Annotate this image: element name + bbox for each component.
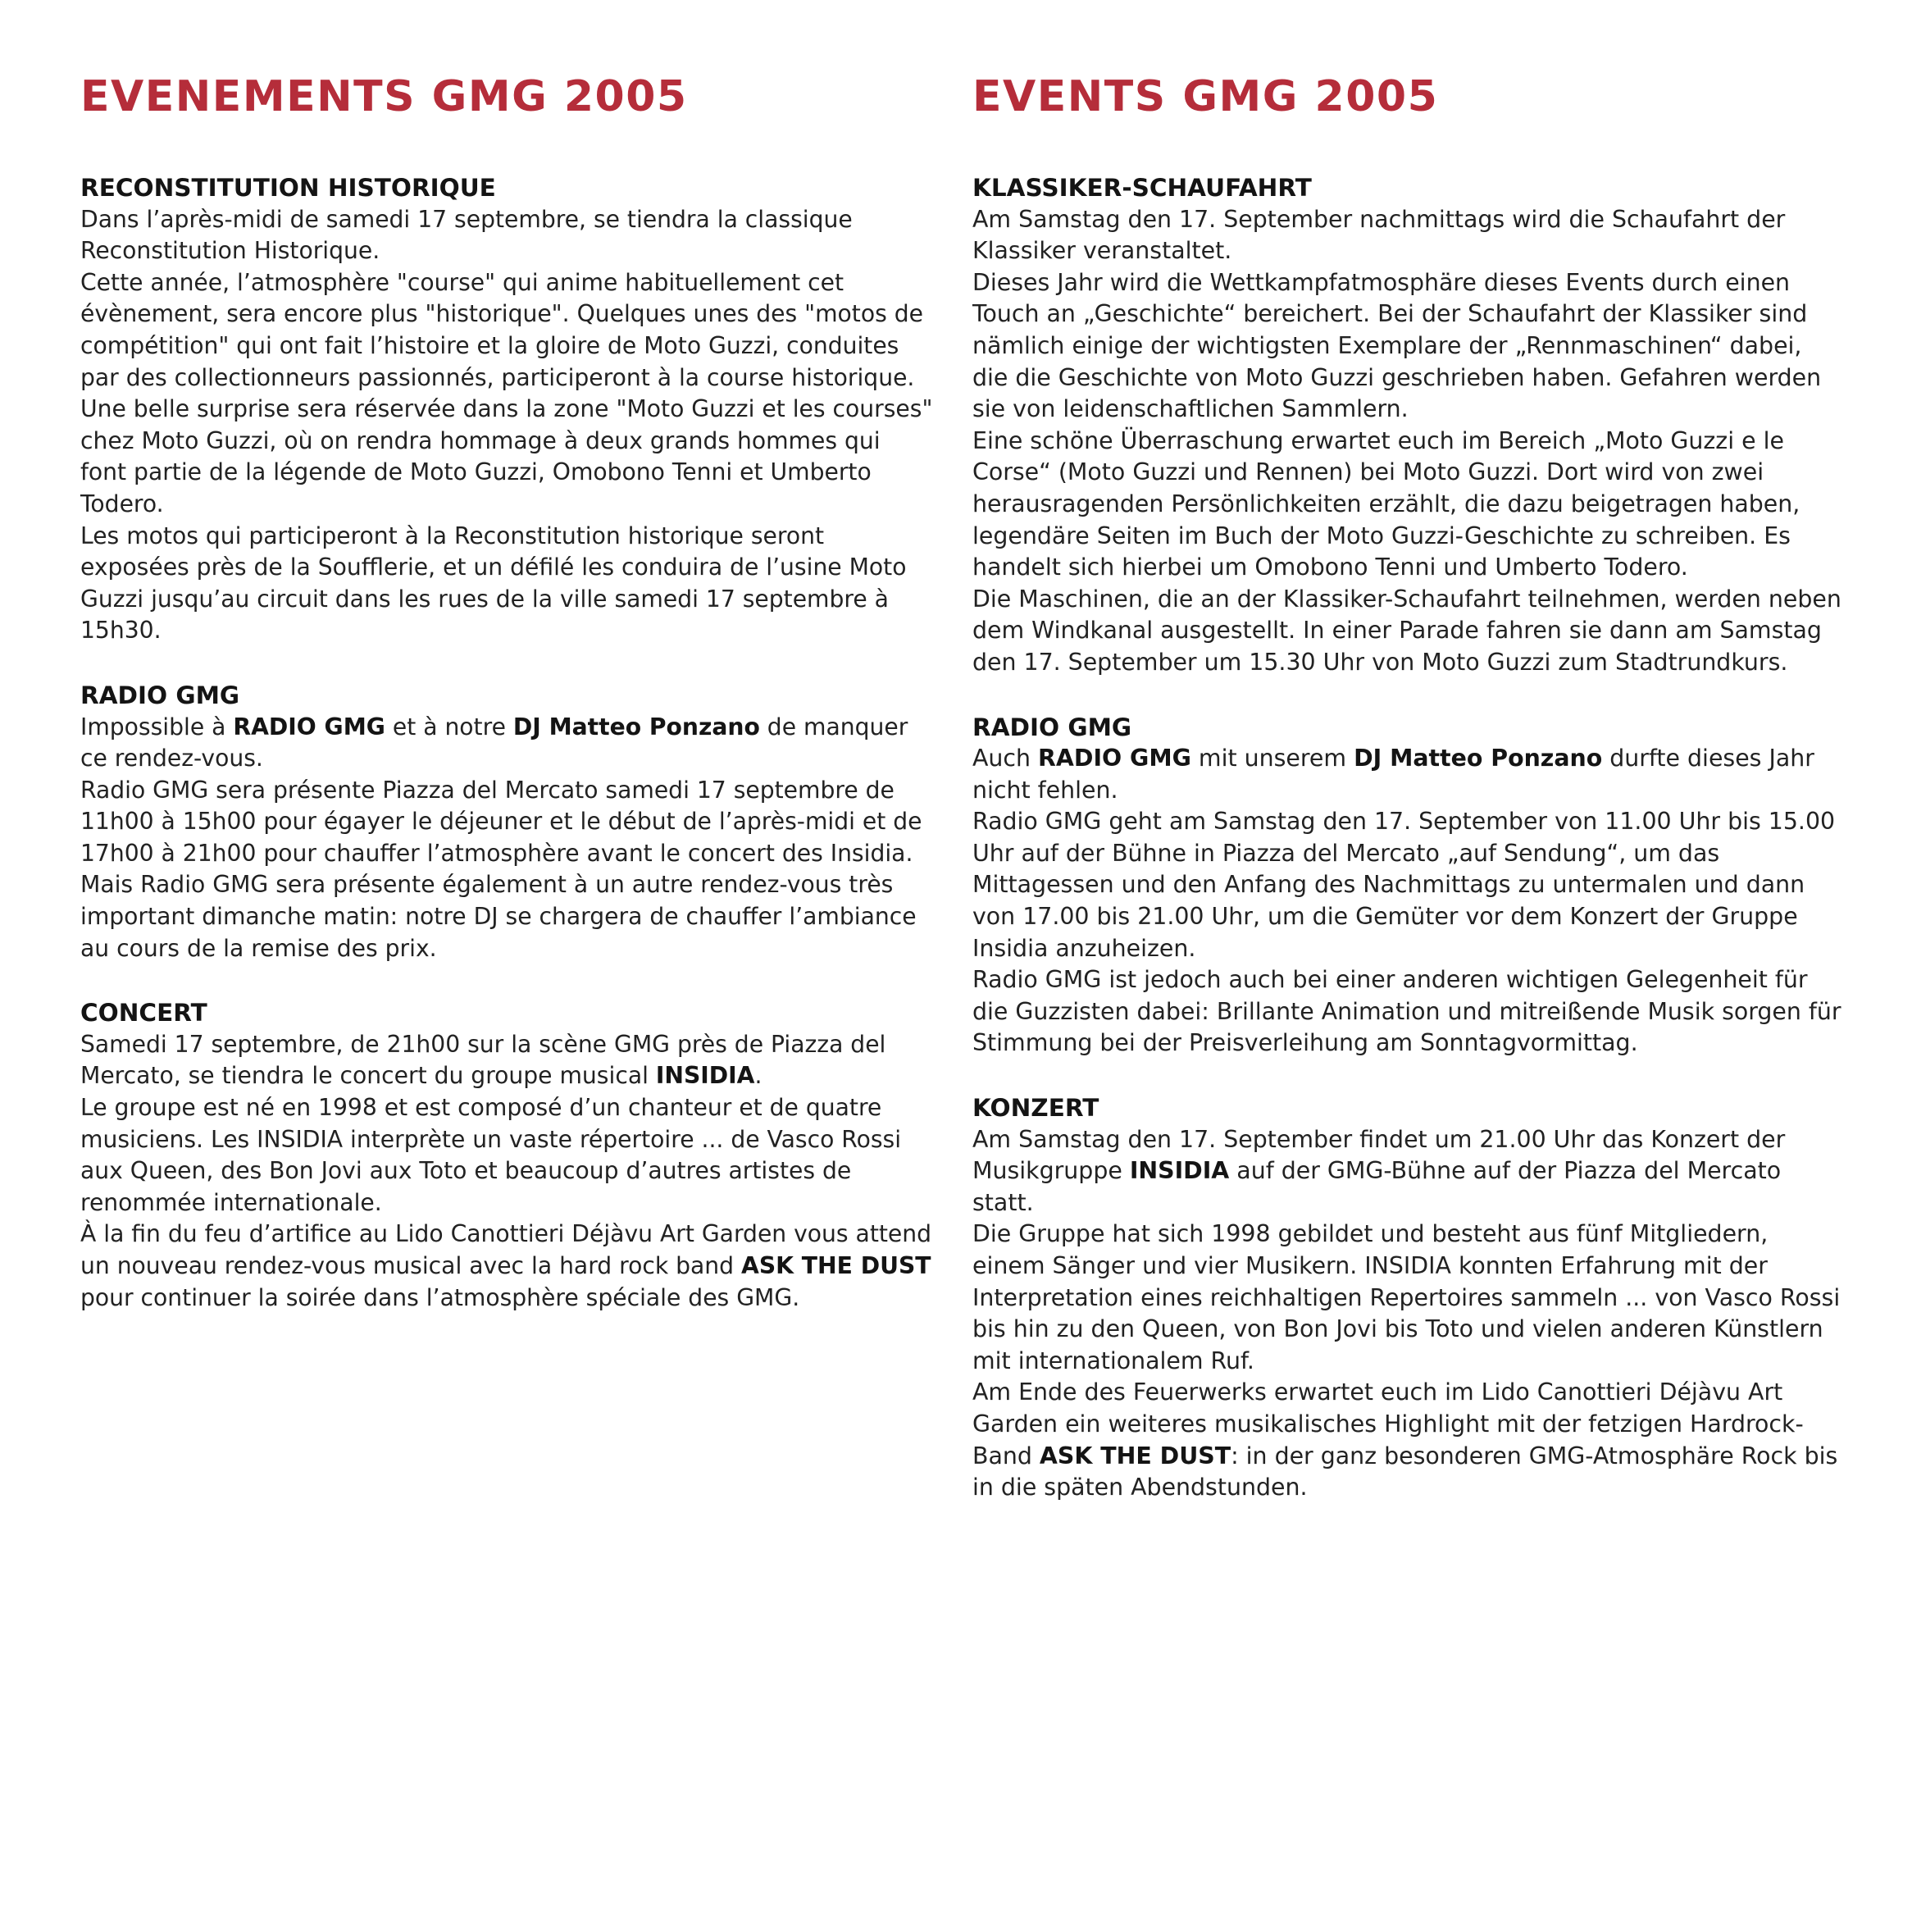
text-run: et à notre bbox=[385, 713, 513, 740]
text-run: durfte dieses Jahr nicht fehlen. bbox=[972, 745, 1814, 804]
paragraph bbox=[80, 1219, 933, 1314]
text-run: Radio GMG geht am Samstag den 17. September von 11.00 Uhr bis 15.00 Uhr auf der Bühne in Piazza del Mercato „auf Sendung“, um das Mittagessen und den Anfang des Nachmittags zu untermalen und dann von 17.00 bis 21.00 Uhr, um die Gemüter vor dem Konzert der Gruppe Insidia anzuheizen. bbox=[972, 808, 1836, 962]
paragraph bbox=[80, 267, 933, 394]
text-run: de manquer ce rendez-vous. bbox=[80, 713, 908, 772]
paragraph bbox=[80, 775, 933, 870]
section-heading: CONCERT bbox=[80, 999, 207, 1028]
text-run: pour continuer la soirée dans l’atmosphère spéciale des GMG. bbox=[80, 1283, 800, 1311]
paragraph bbox=[972, 1219, 1841, 1377]
bold-text: INSIDIA bbox=[655, 1062, 755, 1090]
section-klassiker-schaufahrt bbox=[972, 172, 1841, 679]
paragraph bbox=[972, 426, 1841, 584]
text-run: Mais Radio GMG sera présente également à un autre rendez-vous très important dimanche matin: notre DJ se chargera de chauffer l’ambiance au cours de la remise des prix. bbox=[80, 871, 917, 962]
paragraph bbox=[80, 869, 933, 964]
section-konzert bbox=[972, 1092, 1841, 1504]
paragraph bbox=[972, 204, 1841, 267]
german-sections bbox=[972, 172, 1841, 1537]
section-radio-gmg bbox=[972, 712, 1841, 1060]
text-run: Die Maschinen, die an der Klassiker-Schaufahrt teilnehmen, werden neben dem Windkanal ausgestellt. In einer Parade fahren sie dann am Samstag den 17. September um 15.30 Uhr von Moto Guzzi zum Stadtrundkurs. bbox=[972, 585, 1841, 676]
paragraph bbox=[972, 1377, 1841, 1503]
text-run: Samedi 17 septembre, de 21h00 sur la scène GMG près de Piazza del Mercato, se tiendra le concert du groupe musical bbox=[80, 1030, 886, 1090]
text-run: Auch bbox=[972, 745, 1039, 772]
paragraph bbox=[972, 743, 1841, 806]
text-run: Les motos qui participeront à la Reconstitution historique seront exposées près de la Soufflerie, et un défilé les conduira de l’usine Moto Guzzi jusqu’au circuit dans les rues de la ville samedi 17 septembre à 15h30. bbox=[80, 522, 907, 645]
text-run: Cette année, l’atmosphère "course" qui anime habituellement cet évènement, sera encore plus "historique". Quelques unes des "motos de compétition" qui ont fait l’histoire et la gloire de Moto Guzzi, conduites par des collectionneurs passionnés, participeront à la course historique. bbox=[80, 268, 923, 391]
section-heading: RADIO GMG bbox=[972, 713, 1132, 741]
text-run: Die Gruppe hat sich 1998 gebildet und besteht aus fünf Mitgliedern, einem Sänger und vier Musikern. INSIDIA konnten Erfahrung mit der Interpretation eines reichhaltigen Repertoires sammeln ... von Vasco Rossi bis hin zu den Queen, von Bon Jovi bis Toto und vielen anderen Künstlern mit internationalem Ruf. bbox=[972, 1220, 1841, 1374]
bold-text: DJ Matteo Ponzano bbox=[1354, 745, 1603, 772]
section-radio-gmg bbox=[80, 680, 933, 964]
section-heading: KLASSIKER-SCHAUFAHRT bbox=[972, 174, 1312, 202]
german-page-title: EVENTS GMG 2005 bbox=[972, 72, 1439, 121]
text-run: : in der ganz besonderen GMG-Atmosphäre Rock bis in die späten Abendstunden. bbox=[972, 1442, 1838, 1501]
section-concert bbox=[80, 997, 933, 1314]
text-run: mit unserem bbox=[1190, 745, 1354, 772]
text-run: Le groupe est né en 1998 et est composé d’un chanteur et de quatre musiciens. Les INSIDIA interprète un vaste répertoire ... de Vasco Rossi aux Queen, des Bon Jovi aux Toto et beaucoup d’autres artistes de renommée internationale. bbox=[80, 1094, 902, 1216]
section-heading: RECONSTITUTION HISTORIQUE bbox=[80, 174, 496, 202]
paragraph bbox=[80, 204, 933, 267]
text-run: Am Samstag den 17. September nachmittags wird die Schaufahrt der Klassiker veranstaltet. bbox=[972, 205, 1786, 265]
text-run: Radio GMG ist jedoch auch bei einer anderen wichtigen Gelegenheit für die Guzzisten dabei: Brillante Animation und mitreißende Musik sorgen für Stimmung bei der Preisverleihung am Sonntagvormittag. bbox=[972, 966, 1841, 1057]
text-run: Dieses Jahr wird die Wettkampfatmosphäre dieses Events durch einen Touch an „Geschichte“ bereichert. Bei der Schaufahrt der Klassiker sind nämlich einige der wichtigsten Exemplare der „Rennmaschinen“ dabei, die die Geschichte von Moto Guzzi geschrieben haben. Gefahren werden sie von leidenschaftlichen Sammlern. bbox=[972, 268, 1822, 423]
paragraph bbox=[80, 521, 933, 647]
bold-text: INSIDIA bbox=[1129, 1157, 1230, 1185]
text-run: Eine schöne Überraschung erwartet euch im Bereich „Moto Guzzi e le Corse“ (Moto Guzzi und Rennen) bei Moto Guzzi. Dort wird von zwei herausragenden Persönlichkeiten erzählt, die dazu beigetragen haben, legendäre Seiten im Buch der Moto Guzzi-Geschichte zu schreiben. Es handelt sich hierbei um Omobono Tenni und Umberto Todero. bbox=[972, 426, 1800, 581]
paragraph bbox=[972, 584, 1841, 679]
text-run: Radio GMG sera présente Piazza del Mercato samedi 17 septembre de 11h00 à 15h00 pour égayer le déjeuner et le début de l’après-midi et de 17h00 à 21h00 pour chauffer l’atmosphère avant le concert des Insidia. bbox=[80, 776, 922, 867]
text-run: Am Ende des Feuerwerks erwartet euch im Lido Canottieri Déjàvu Art Garden ein weiteres musikalisches Highlight mit der fetzigen Hardrock-Band bbox=[972, 1378, 1804, 1470]
bold-text: DJ Matteo Ponzano bbox=[512, 713, 760, 740]
french-sections bbox=[80, 172, 933, 1346]
paragraph bbox=[80, 1029, 933, 1092]
text-run: À la fin du feu d’artifice au Lido Canottieri Déjàvu Art Garden vous attend un nouveau rendez-vous musical avec la hard rock band bbox=[80, 1220, 932, 1279]
paragraph bbox=[972, 267, 1841, 426]
bold-text: ASK THE DUST bbox=[1039, 1442, 1231, 1470]
paragraph bbox=[972, 1124, 1841, 1219]
paragraph bbox=[80, 1092, 933, 1219]
bold-text: ASK THE DUST bbox=[741, 1252, 931, 1279]
text-run: auf der GMG-Bühne auf der Piazza del Mercato statt. bbox=[972, 1157, 1782, 1216]
paragraph bbox=[972, 964, 1841, 1059]
paragraph bbox=[80, 394, 933, 520]
text-run: Am Samstag den 17. September findet um 21.00 Uhr das Konzert der Musikgruppe bbox=[972, 1125, 1786, 1185]
text-run: . bbox=[754, 1062, 763, 1090]
paragraph bbox=[972, 806, 1841, 964]
section-heading: RADIO GMG bbox=[80, 681, 240, 709]
section-reconstitution-historique bbox=[80, 172, 933, 647]
text-run: Une belle surprise sera réservée dans la zone "Moto Guzzi et les courses" chez Moto Guzzi, où on rendra hommage à deux grands hommes qui font partie de la légende de Moto Guzzi, Omobono Tenni et Umberto Todero. bbox=[80, 395, 933, 517]
bold-text: RADIO GMG bbox=[1038, 745, 1191, 772]
text-run: Dans l’après-midi de samedi 17 septembre, se tiendra la classique Reconstitution Historique. bbox=[80, 205, 853, 265]
french-page-title: EVENEMENTS GMG 2005 bbox=[80, 72, 688, 121]
bold-text: RADIO GMG bbox=[233, 713, 385, 740]
section-heading: KONZERT bbox=[972, 1094, 1099, 1123]
text-run: Impossible à bbox=[80, 713, 234, 740]
paragraph bbox=[80, 712, 933, 775]
